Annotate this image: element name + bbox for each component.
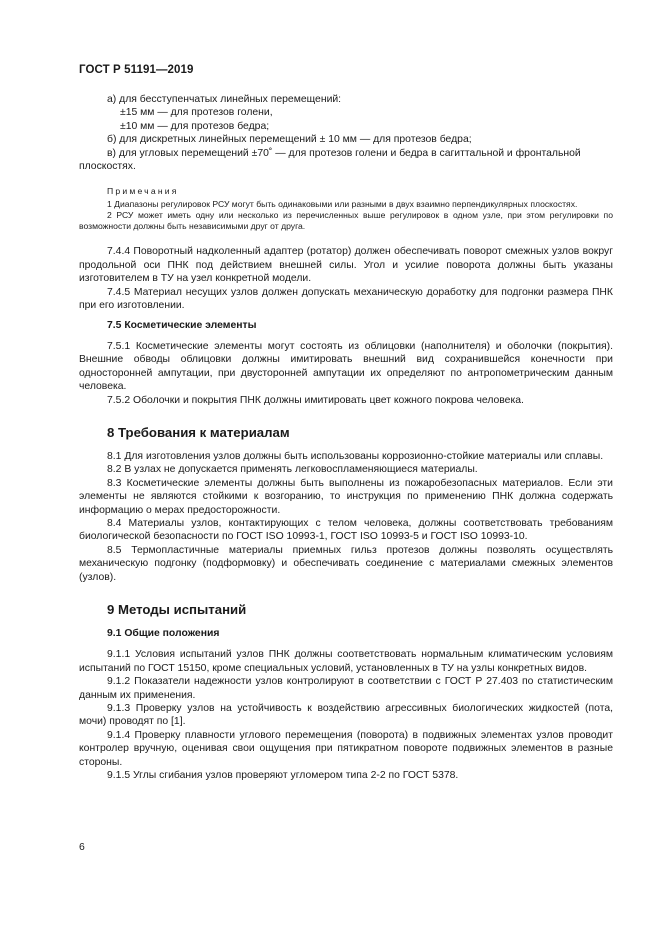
list-item-a: а) для бесступенчатых линейных перемещений: [107,94,342,105]
section-heading-9-1: 9.1 Общие положения [107,627,220,639]
page-number: 6 [79,842,85,853]
paragraph-8-5: 8.5 Термопластичные материалы приемных гильз протезов должны позволять осуществлять механическую подгонку (подформовку) и обеспечивать соединение с материалами смежных элементов (узлов). [79,544,613,583]
paragraph-8-2: 8.2 В узлах не допускается применять легковоспламеняющиеся материалы. [107,464,478,476]
note-2: 2 РСУ может иметь одну или несколько из перечисленных выше регулировок в одном узле, при этом регулировки по возможности должны быть независимыми друг от друга. [79,210,613,232]
paragraph-8-4: 8.4 Материалы узлов, контактирующих с телом человека, должны соответствовать требованиям биологической безопасности по ГОСТ ISO 10993-1, ГОСТ ISO 10993-5 и ГОСТ ISO 10993-10. [79,517,613,543]
document-body [79,93,613,782]
list-subitem-a1: ±15 мм — для протезов голени, [120,107,273,119]
paragraph-8-3: 8.3 Косметические элементы должны быть выполнены из пожаробезопасных материалов. Если эти элементы не являются стойкими к возгоранию, то инструкция по применению ПНК должна содержать информацию о мерах предосторожности. [79,477,613,516]
paragraph-9-1-3: 9.1.3 Проверку узлов на устойчивость к воздействию агрессивных биологических жидкостей (пота, мочи) проводят по [1]. [79,703,613,728]
notes-heading: Примечания [107,186,179,197]
list-item-c: в) для угловых перемещений ±70˚ — для протезов голени и бедра в сагиттальной и фронтальной [107,147,581,159]
paragraph-9-1-1: 9.1.1 Условия испытаний узлов ПНК должны соответствовать нормальным климатическим условиям испытаний по ГОСТ 15150, кроме специальных условий, установленных в ТУ на узлы конкретных видов. [79,649,613,674]
paragraph-7-5-2: 7.5.2 Оболочки и покрытия ПНК должны имитировать цвет кожного покрова человека. [107,394,524,406]
paragraph-9-1-4: 9.1.4 Проверку плавности углового перемещения (поворота) в подвижных элементах узлов проводит контролер вручную, оценивая свои ощущения при пятикратном повороте подвижных элементов в разные стороны. [79,729,613,768]
section-heading-7-5: 7.5 Косметические элементы [107,320,257,332]
paragraph-9-1-5: 9.1.5 Углы сгибания узлов проверяют угломером типа 2-2 по ГОСТ 5378. [107,770,459,782]
note-1: 1 Диапазоны регулировок РСУ могут быть одинаковыми или разными в двух взаимно перпендикулярных плоскостях. [107,199,578,210]
paragraph-7-4-4: 7.4.4 Поворотный надколенный адаптер (ротатор) должен обеспечивать поворот смежных узлов вокруг продольной оси ПНК под действием внешней силы. Угол и усилие поворота должны быть указаны изготовителем в ТУ на узел конкретной модели. [79,246,613,285]
paragraph-7-4-5: 7.4.5 Материал несущих узлов должен допускать механическую доработку для подгонки размера ПНК при его изготовлении. [79,286,613,312]
section-heading-9: 9 Методы испытаний [107,601,247,617]
paragraph-7-5-1: 7.5.1 Косметические элементы могут состоять из облицовки (наполнителя) и оболочки (покрытия). Внешние обводы облицовки должны имитировать внешний вид сохранившейся конечности при односторонней ампутации, при двусторонней ампутации их определяют по антропометрическим данным человека. [79,340,613,393]
list-subitem-a2: ±10 мм — для протезов бедра; [120,120,270,132]
paragraph-8-1: 8.1 Для изготовления узлов должны быть использованы коррозионно-стойкие материалы или сплавы. [107,450,604,462]
paragraph-9-1-2: 9.1.2 Показатели надежности узлов контролируют в соответствии с ГОСТ Р 27.403 по статистическим данным их применения. [79,676,613,701]
list-item-c-continuation: плоскостях. [79,161,136,173]
document-header: ГОСТ Р 51191—2019 [79,64,194,76]
section-heading-8: 8 Требования к материалам [107,424,290,440]
list-item-b: б) для дискретных линейных перемещений ± 10 мм — для протезов бедра; [107,134,472,146]
